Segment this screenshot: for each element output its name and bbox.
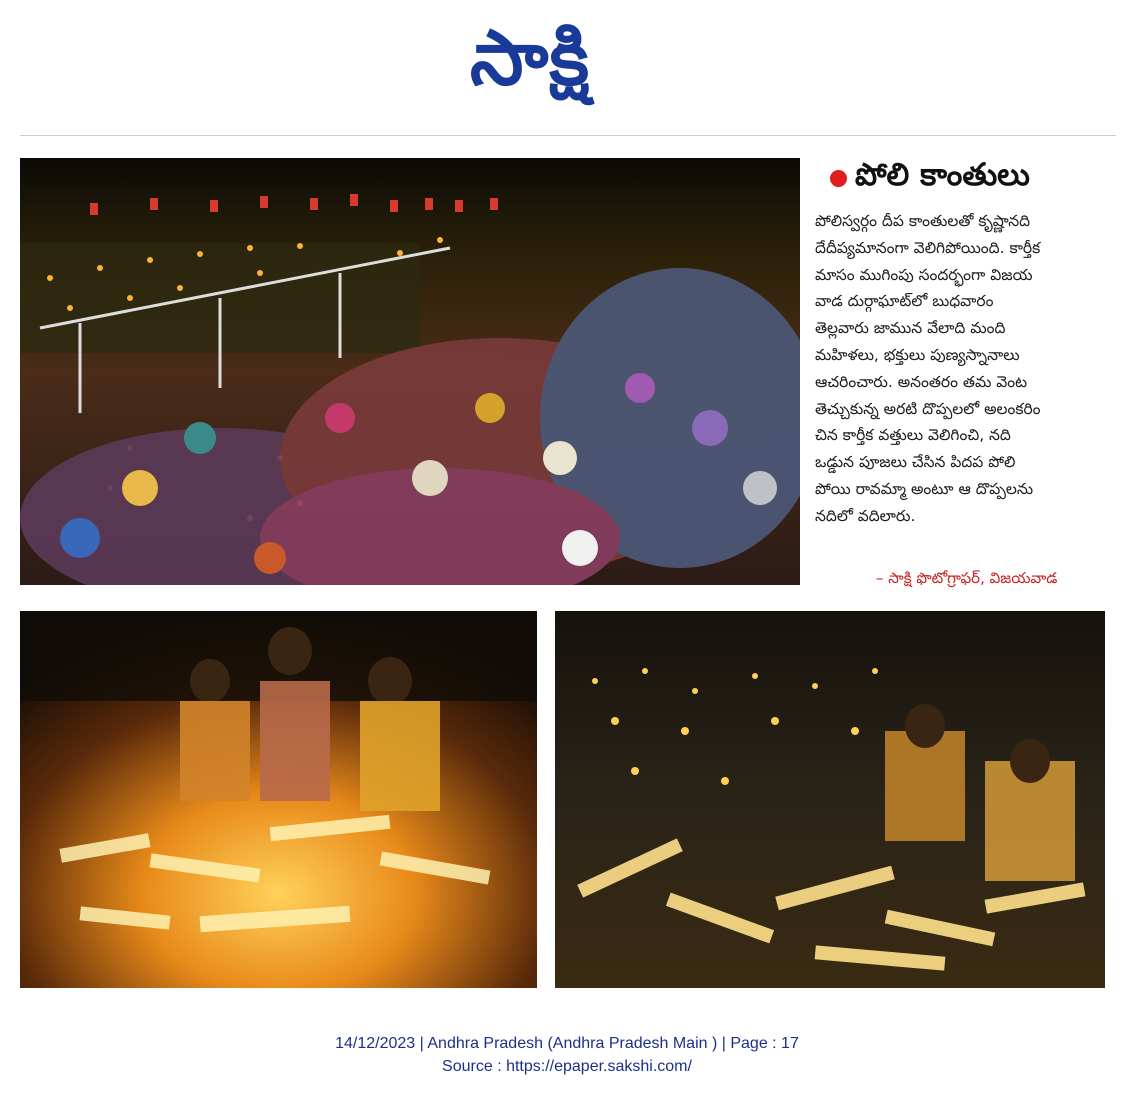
article-line: ఒడ్డున పూజలు చేసిన పిదప పోలి xyxy=(815,453,1016,472)
masthead-divider xyxy=(20,135,1116,136)
article-line: మాసం ముగింపు సందర్భంగా విజయ xyxy=(815,265,1033,284)
article-line: దేదీప్యమానంగా వెలిగిపోయింది. కార్తీక xyxy=(815,238,1041,257)
article-line: తెచ్చుకున్న అరటి దొప్పలలో అలంకరిం xyxy=(815,399,1041,418)
article-body xyxy=(815,208,1105,530)
red-bullet-icon xyxy=(830,170,847,187)
article-line: పోయి రావమ్మా అంటూ ఆ దొప్పలను xyxy=(815,479,1034,498)
article-line: వాడ దుర్గాఘాట్‌లో బుధవారం xyxy=(815,292,994,311)
article-line: ఆచరించారు. అనంతరం తమ వెంట xyxy=(815,372,1028,391)
photo-women-lighting-lamps xyxy=(20,611,537,988)
masthead xyxy=(0,0,1134,120)
main-photo-crowd-at-ghat xyxy=(20,158,800,585)
article-headline xyxy=(830,158,1030,198)
footer-source: Source : https://epaper.sakshi.com/ xyxy=(442,1058,692,1075)
sakshi-logo: సాక్షి xyxy=(470,13,591,102)
headline-text: పోలి కాంతులు xyxy=(855,156,1030,193)
article-line: మహిళలు, భక్తులు పుణ్యస్నానాలు xyxy=(815,345,1020,364)
article-line: నదిలో వదిలారు. xyxy=(815,506,916,525)
photo-credit: – సాక్షి ఫొటోగ్రాఫర్, విజయవాడ xyxy=(876,569,1058,587)
footer-edition-info: 14/12/2023 | Andhra Pradesh (Andhra Pradesh Main ) | Page : 17 xyxy=(335,1035,799,1052)
article-line: చిన కార్తీక వత్తులు వెలిగించి, నది xyxy=(815,426,1011,445)
photo-lamps-floating-in-river xyxy=(555,611,1105,988)
article-line: పోలిస్వర్గం దీప కాంతులతో కృష్ణానది xyxy=(815,212,1031,230)
article-line: తెల్లవారు జామున వేలాది మంది xyxy=(815,319,1006,338)
